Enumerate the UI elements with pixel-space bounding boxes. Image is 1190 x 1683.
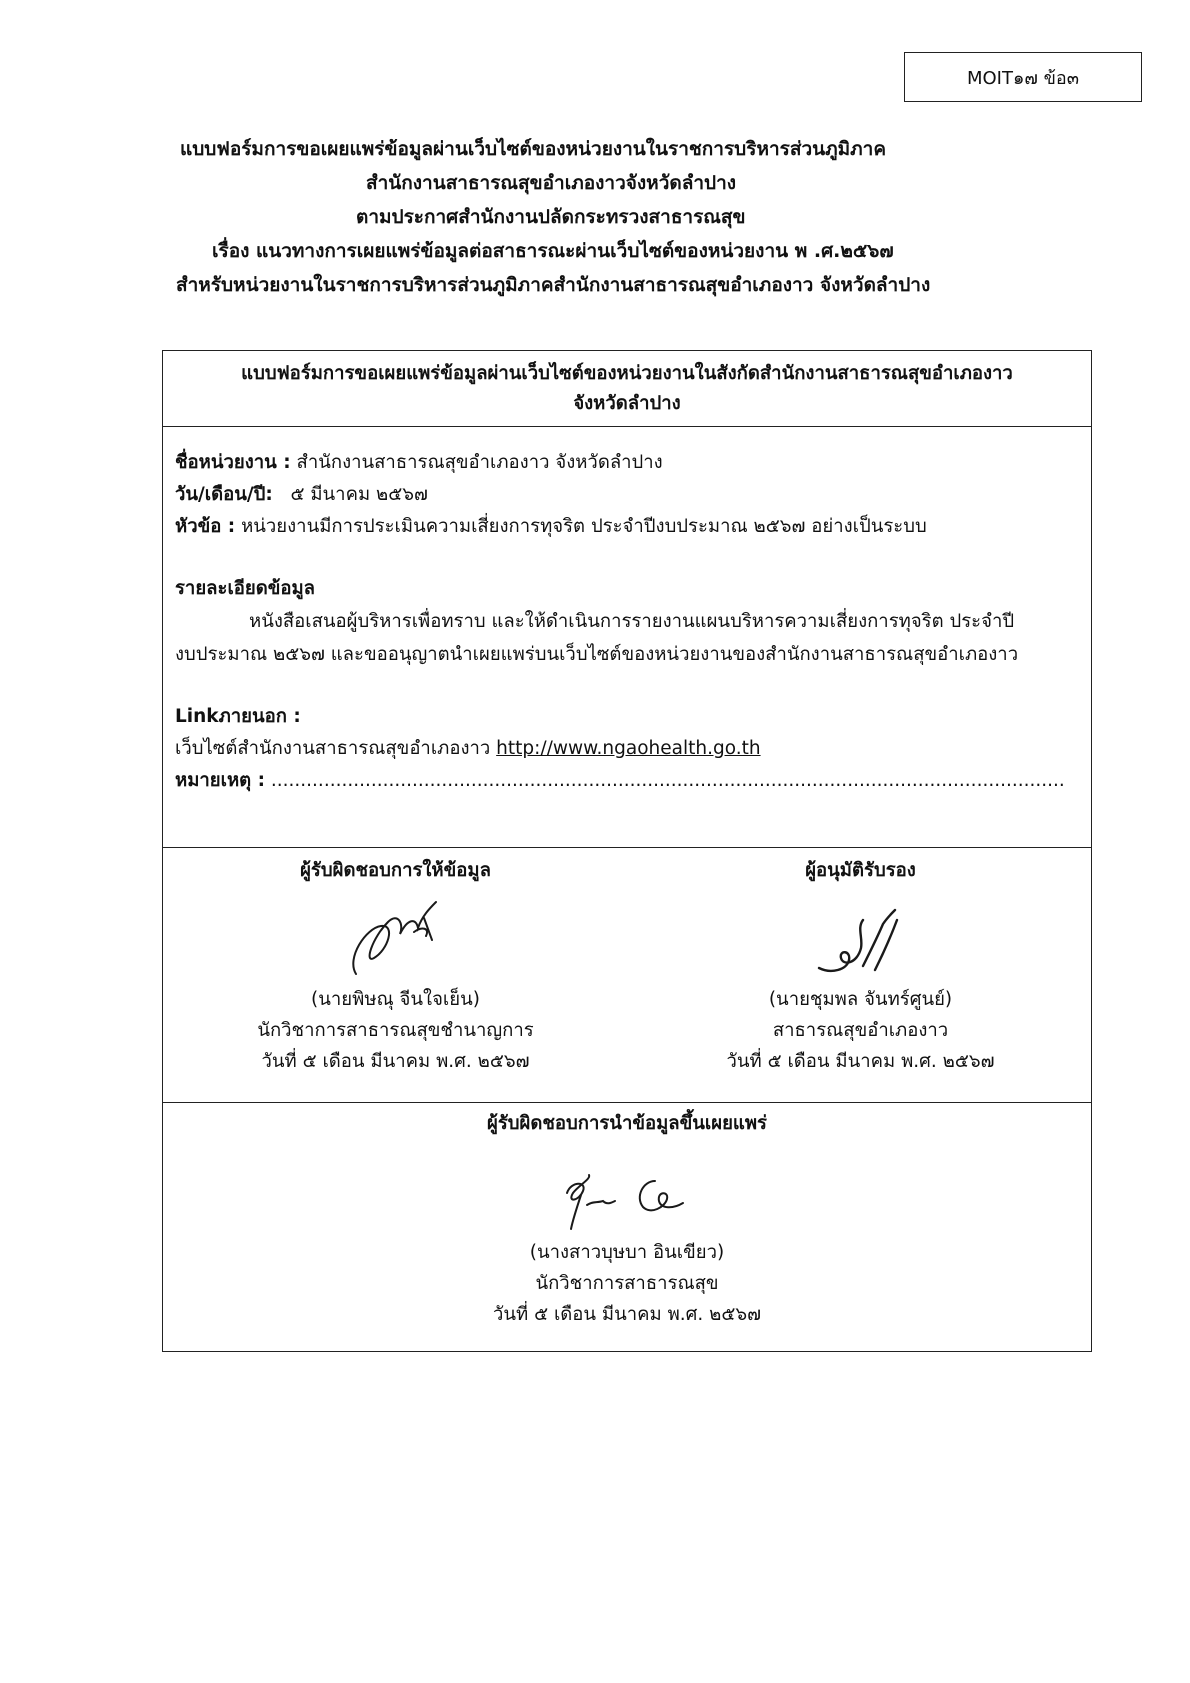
responsible-date: วันที่ ๕ เดือน มีนาคม พ.ศ. ๒๕๖๗ xyxy=(261,1051,530,1072)
detail-text xyxy=(175,605,1079,671)
date-row xyxy=(175,479,1079,511)
publisher-heading: ผู้รับผิดชอบการนำข้อมูลขึ้นเผยแพร่ xyxy=(487,1113,767,1134)
agency-row xyxy=(175,447,1079,479)
link-label: Linkภายนอก : xyxy=(175,706,301,727)
header-line-4: เรื่อง แนวทางการเผยแพร่ข้อมูลต่อสาธารณะผ่านเว็บไซต์ของหน่วยงาน พ .ศ.๒๕๖๗ xyxy=(212,240,894,262)
detail-label: รายละเอียดข้อมูล xyxy=(175,578,316,599)
link-row xyxy=(175,733,1079,765)
topic-value: หน่วยงานมีการประเมินความเสี่ยงการทุจริต ประจำปีงบประมาณ ๒๕๖๗ อย่างเป็นระบบ xyxy=(241,516,927,537)
link-prefix: เว็บไซต์สำนักงานสาธารณสุขอำเภองาว xyxy=(175,738,491,759)
header-line-1: แบบฟอร์มการขอเผยแพร่ข้อมูลผ่านเว็บไซต์ของหน่วยงานในราชการบริหารส่วนภูมิภาค xyxy=(180,138,887,160)
approver-name: (นายชุมพล จันทร์ศูนย์) xyxy=(768,989,953,1010)
document-code-box xyxy=(904,52,1142,102)
publisher-name: (นางสาวบุษบา อินเขียว) xyxy=(529,1242,725,1263)
document-header xyxy=(0,132,1190,302)
responsible-heading: ผู้รับผิดชอบการให้ข้อมูล xyxy=(300,860,491,881)
publisher-signature-block xyxy=(163,1103,1091,1351)
header-line-5: สำหรับหน่วยงานในราชการบริหารส่วนภูมิภาคสำนักงานสาธารณสุขอำเภองาว จังหวัดลำปาง xyxy=(176,274,931,296)
approver-heading: ผู้อนุมัติรับรอง xyxy=(805,860,916,881)
approver-signature-image xyxy=(791,888,931,984)
responsible-position: นักวิชาการสาธารณสุขชำนาญการ xyxy=(257,1020,534,1041)
external-link[interactable]: http://www.ngaohealth.go.th xyxy=(496,738,761,759)
publisher-position: นักวิชาการสาธารณสุข xyxy=(535,1273,719,1294)
remark-label: หมายเหตุ : xyxy=(175,770,265,791)
date-label: วัน/เดือน/ปี: xyxy=(175,484,273,505)
responsible-name: (นายพิษณุ จีนใจเย็น) xyxy=(311,989,480,1010)
publication-form xyxy=(162,350,1092,1352)
approver-date: วันที่ ๕ เดือน มีนาคม พ.ศ. ๒๕๖๗ xyxy=(726,1051,995,1072)
responsible-signature-image xyxy=(326,888,466,984)
document-code: MOIT๑๗ ข้อ๓ xyxy=(966,67,1080,89)
topic-label: หัวข้อ : xyxy=(175,516,236,537)
header-line-3: ตามประกาศสำนักงานปลัดกระทรวงสาธารณสุข xyxy=(356,206,746,228)
header-line-2: สำนักงานสาธารณสุขอำเภองาวจังหวัดลำปาง xyxy=(366,172,737,194)
approver-signature-block xyxy=(628,848,1093,1077)
topic-row xyxy=(175,511,1079,543)
remark-row xyxy=(175,765,1079,797)
publisher-signature-image xyxy=(527,1145,727,1237)
agency-label: ชื่อหน่วยงาน : xyxy=(175,452,291,473)
form-title xyxy=(163,351,1091,427)
form-title-line-2: จังหวัดลำปาง xyxy=(573,392,681,414)
remark-dots: ....................................................................................................................................... xyxy=(270,770,1065,791)
detail-line-2: งบประมาณ ๒๕๖๗ และขออนุญาตนำเผยแพร่บนเว็บไซต์ของหน่วยงานของสำนักงานสาธารณสุขอำเภองาว xyxy=(175,644,1019,665)
agency-value: สำนักงานสาธารณสุขอำเภองาว จังหวัดลำปาง xyxy=(296,452,663,473)
signature-section xyxy=(163,848,1091,1103)
form-title-line-1: แบบฟอร์มการขอเผยแพร่ข้อมูลผ่านเว็บไซต์ของหน่วยงานในสังกัดสำนักงานสาธารณสุขอำเภองาว xyxy=(241,362,1013,384)
responsible-signature-block xyxy=(163,848,628,1077)
approver-position: สาธารณสุขอำเภองาว xyxy=(772,1020,949,1041)
date-value: ๕ มีนาคม ๒๕๖๗ xyxy=(290,484,428,505)
form-info-section xyxy=(163,427,1091,848)
detail-line-1: หนังสือเสนอผู้บริหารเพื่อทราบ และให้ดำเนินการรายงานแผนบริหารความเสี่ยงการทุจริต ประจำปี xyxy=(249,611,1015,632)
publisher-date: วันที่ ๕ เดือน มีนาคม พ.ศ. ๒๕๖๗ xyxy=(492,1304,762,1325)
